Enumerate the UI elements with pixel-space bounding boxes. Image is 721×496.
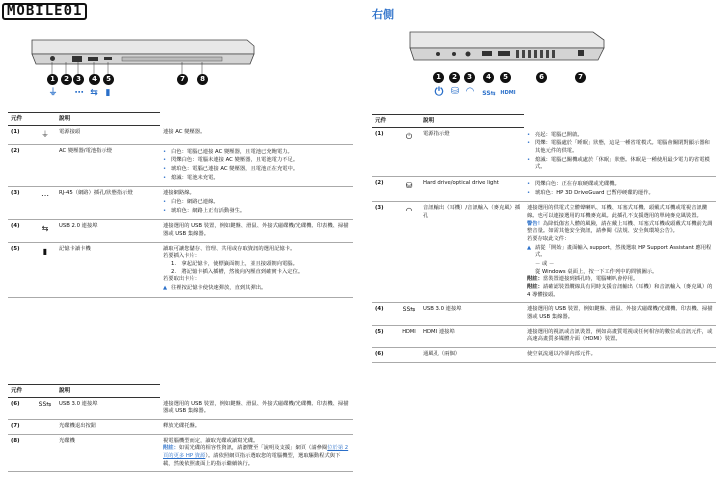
usb-icon: ⇆ [90,88,98,98]
callout-5: 5 [103,74,114,85]
table-row: (3) ⋯ RJ-45（網路）插孔/狀態指示燈 連接網路線。 • 白色：網路已連線。 • 琥珀色：網路上正有活動發生。 [8,187,353,220]
table-row: (3) ◠ 音訊輸出（耳機）/音訊輸入（麥克風）插孔 連接選用的供電式立體聲喇叭、耳機、耳塞式耳機、頭戴式耳機或電視音訊纜線。也可以連接選用的耳機麥克風。此插孔不支援選用的單純麥克風裝置。 警告！為降低傷害人體的風險，請在戴上耳機、耳塞式耳機或頭戴式耳機前先調整音量。如需其他安全資訊，請參閱《法規、安全與環境公告》。 若要存取此文件： ▲ 請從「開始」畫面輸入 support，然後選取 HP Support Assistant 應用程式。 － 或 － 從 Windows 桌面上，按一下工作列中的問號圖示。 附註：當裝置連接到插孔時，電腦喇叭會停用。 附註：請確認裝置纜線具有同時支援音訊輸出（耳機）和音訊輸入（麥克風）的 4 導體接頭。 [372,202,716,303]
callout-2: 2 [449,72,460,83]
usb-icon: ⇆ [34,220,56,242]
usb-ss-icon: SS⇆ [482,90,496,97]
table-row: (1) ⏻ 電源指示燈 • 亮起：電腦已開啟。 • 閃爍：電腦處於「睡眠」狀態，這是一種省電模式。電腦會關閉對顯示器和其他元件的供電。 • 熄滅：電腦已關機或處於「休眠」狀態。休眠是一種使用最少電力的省電模式。 [372,128,716,177]
power-plug-icon: ⏚ [34,126,56,145]
callout-7: 7 [177,74,188,85]
memory-card-icon: ▮ [34,242,56,297]
usb-ss-icon: SS⇆ [34,398,56,420]
callout-5: 5 [500,72,511,83]
table-row: (1) ⏚ 電源接頭 連接 AC 變壓器。 [8,126,353,145]
header-component: 元件 [372,115,398,128]
table-row: (4) SS⇆ USB 3.0 連接埠 連接選用的 USB 裝置，例如鍵盤、滑鼠、外接式磁碟機/光碟機、印表機、掃描器或 USB 集線器。 [372,303,716,325]
callout-3: 3 [464,72,475,83]
network-icon: ⋯ [34,187,56,220]
callout-3: 3 [73,74,84,85]
memory-card-icon: ▮ [105,88,111,98]
network-icon: ⋯ [74,88,84,98]
power-plug-icon: ⏚ [48,88,58,98]
site-logo [2,2,90,20]
callout-6: 6 [536,72,547,83]
hp-resources-link[interactable]: 位於第 2 頁的更多 HP 資源 [163,445,349,459]
table-row: (4) ⇆ USB 2.0 連接埠 連接選用的 USB 裝置，例如鍵盤、滑鼠、外接式磁碟機/光碟機、印表機、掃描器或 USB 集線器。 [8,220,353,242]
header-component: 元件 [8,113,34,126]
table-row: (6) 通風孔（兩個） 使空氣流通以冷卻內部元件。 [372,348,716,363]
callout-7: 7 [575,72,586,83]
callout-8: 8 [197,74,208,85]
table-row: (6) SS⇆ USB 3.0 連接埠 連接選用的 USB 裝置，例如鍵盤、滑鼠、外接式磁碟機/光碟機、印表機、掃描器或 USB 集線器。 [8,398,353,420]
left-side-laptop-diagram [22,32,262,96]
table-row: (5) HDMI HDMI 連接埠 連接選用的視訊或音訊裝置，例如高畫質電視或任何相容的數位或音訊元件，或高速高畫質多媒體介面（HDMI）裝置。 [372,325,716,347]
table-row: (7) 光碟機退出按鈕 釋放光碟托盤。 [8,419,353,434]
power-icon: ⏻ [398,128,420,177]
power-icon: ⏻ [434,85,444,98]
hdmi-icon: HDMI [500,90,516,96]
callout-1: 1 [433,72,444,83]
left-table-1 [8,112,353,298]
header-component: 元件 [8,385,34,398]
headset-icon: ◠ [398,202,420,303]
callout-4: 4 [89,74,100,85]
headset-icon: ◠ [466,86,474,97]
drive-icon: ⛁ [398,176,420,201]
logo-text: MOBILE01 [2,3,87,20]
header-description: 說明 [56,385,160,398]
usb-ss-icon: SS⇆ [398,303,420,325]
callout-2: 2 [61,74,72,85]
callout-4: 4 [483,72,494,83]
drive-icon: ⛁ [450,86,460,97]
header-description: 說明 [420,115,524,128]
callout-1: 1 [47,74,58,85]
table-row: (5) ▮ 記憶卡讀卡機 讀取可讓您儲存、管理、共用或存取資訊的選用記憶卡。 若要插入卡片： 1. 拿起記憶卡，使標籤面朝上，並且接頭朝向電腦。 2. 將記憶卡插入插槽，然後向內壓直到確實卡入定位。 若要取出卡片： ▲ 往裡按記憶卡使快速彈放，直到其彈出。 [8,242,353,297]
right-table [372,114,716,363]
left-table-2 [8,384,353,472]
table-row: (2) AC 變壓器/電池指示燈 • 白色：電腦已連接 AC 變壓器，且電池已充飽電力。 • 閃爍白色：電腦未連接 AC 變壓器，且電池電力不足。 • 琥珀色：電腦已連接 AC 變壓器，且電池正在充電中。 • 熄滅：電池未充電。 [8,144,353,187]
hdmi-icon: HDMI [398,325,420,347]
header-description: 說明 [56,113,160,126]
right-side-title: 右側 [372,8,394,21]
table-row: (8) 光碟機 視電腦機型而定，讀取光碟或讀寫光碟。 附註：如需光碟的相容性資訊，請瀏覽至「說明及支援」網頁（請參閱位於第 2 頁的更多 HP 資源）。請依照網頁指示選取您的電腦機型，選取驅動程式與下載，然後依照畫面上的指示繼續執行。 [8,434,353,472]
table-row: (2) ⛁ Hard drive/optical drive light • 閃爍白色：正在存取硬碟或光碟機。 • 琥珀色：HP 3D DriveGuard 已暫停硬碟的運作。 [372,176,716,201]
